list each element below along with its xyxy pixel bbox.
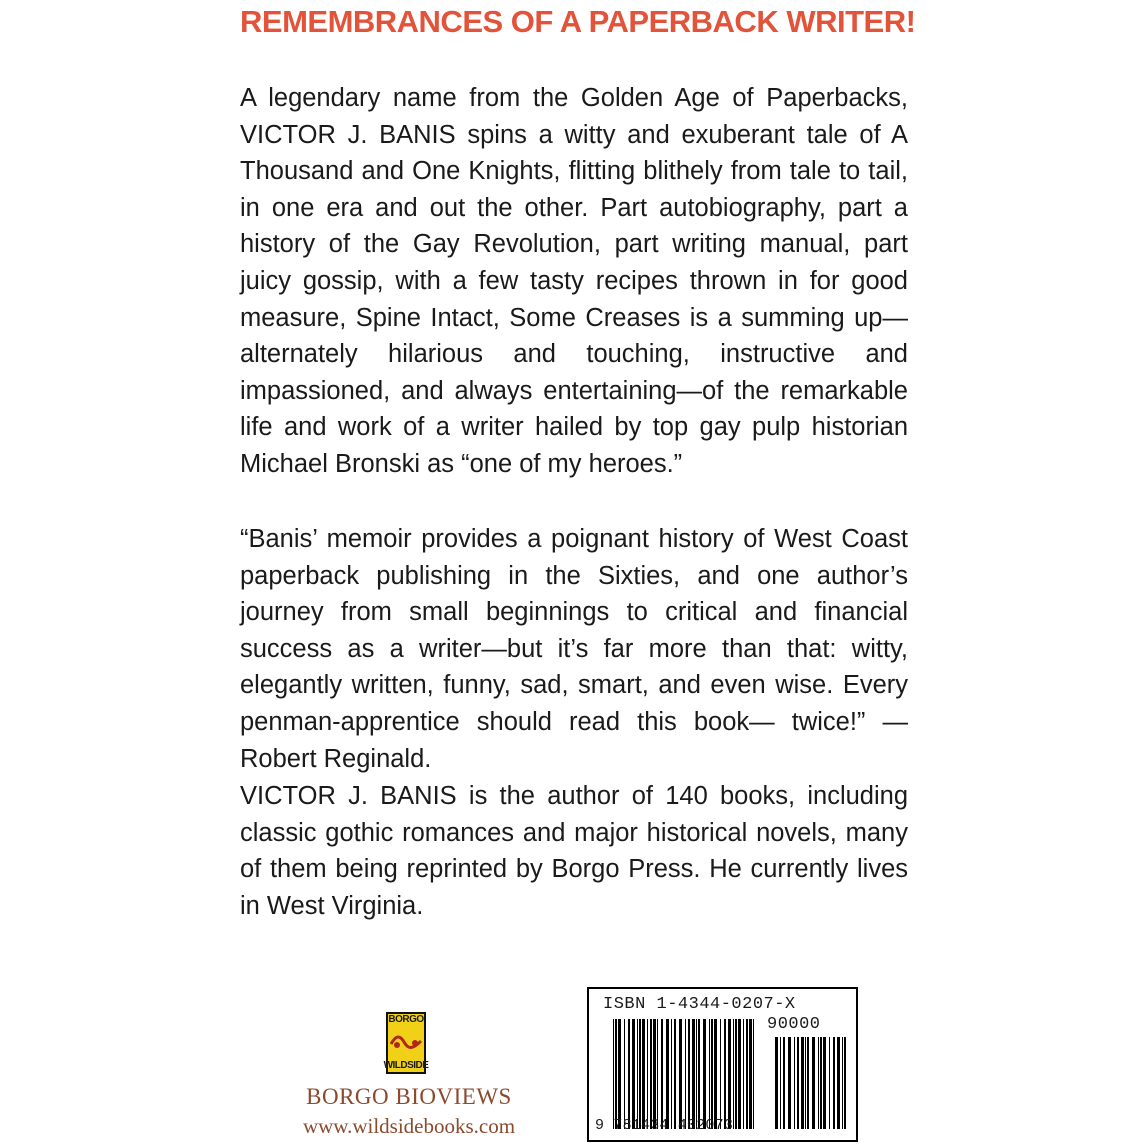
logo-bottom-text: WILDSIDE [383, 1060, 429, 1071]
publisher-logo [383, 1012, 429, 1074]
description-paragraph: A legendary name from the Golden Age of Paperbacks, VICTOR J. BANIS spins a witty and exuberant tale of A Thousand and One Knights, flitting blithely from tale to tail, in one era and out the other. Part autobiography, part a history of the Gay Revolution, part writing manual, part juicy gossip, with a few tasty recipes thrown in for good measure, Spine Intact, Some Creases is a summing up—alternately hilarious and touching, instructive and impassioned, and always entertaining—of the remarkable life and work of a writer hailed by top gay pulp historian Michael Bronski as “one of my heroes.” [240, 84, 908, 478]
logo-top-text: BORGO [388, 1014, 424, 1025]
imprint-block [296, 1082, 522, 1140]
ean-digits-text: 9 781434 402073 [595, 1117, 734, 1134]
imprint-url: www.wildsidebooks.com [302, 1114, 516, 1138]
review-quote-paragraph: “Banis’ memoir provides a poignant history of West Coast paperback publishing in the Sixties, and one author’s journey from small beginnings to critical and financial success as a writer—but it’s far more than that: witty, elegantly written, funny, sad, smart, and even wise. Every penman-apprentice should read this book— twice!” —Robert Reginald. [240, 525, 908, 773]
headline: REMEMBRANCES OF A PAPERBACK WRITER! [240, 4, 916, 39]
price-code-text: 90000 [767, 1015, 821, 1034]
isbn-text: ISBN 1-4344-0207-X [603, 995, 796, 1014]
logo-emblem-icon [388, 1030, 424, 1056]
author-bio-paragraph: VICTOR J. BANIS is the author of 140 books, including classic gothic romances and major historical novels, many of them being reprinted by Borgo Press. He currently lives in West Virginia. [240, 782, 908, 920]
isbn-barcode [587, 987, 858, 1142]
imprint-name: BORGO BIOVIEWS [306, 1084, 512, 1109]
